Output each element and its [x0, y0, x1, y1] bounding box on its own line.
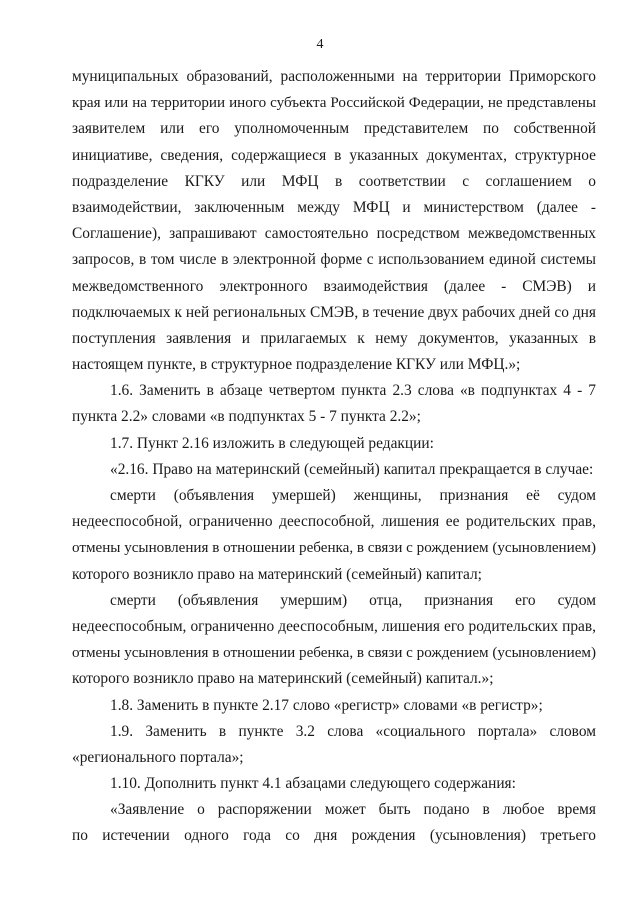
text-line: пункта 2.2» словами «в подпунктах 5 - 7 пункта 2.2»; — [72, 408, 421, 426]
text-line: отмены усыновления в отношении ребенка, в связи с рождением (усыновлением) — [72, 540, 596, 557]
text-line: заявителем или его уполномоченным представителем по собственной — [72, 120, 596, 138]
text-line: поступления заявления и прилагаемых к нему документов, указанных в — [72, 329, 596, 347]
text-line: 1.10. Дополнить пункт 4.1 абзацами следующего содержания: — [110, 775, 516, 793]
text-line: смерти (объявления умершей) женщины, признания её судом — [110, 487, 596, 504]
text-line: которого возникло право на материнский (семейный) капитал; — [72, 565, 482, 583]
text-line: «регионального портала»; — [72, 748, 244, 766]
text-line: межведомственного электронного взаимодействия (далее - СМЭВ) и — [72, 277, 596, 295]
text-line: отмены усыновления в отношении ребенка, в связи с рождением (усыновлением) — [72, 645, 596, 662]
text-line: муниципальных образований, расположенными на территории Приморского — [72, 68, 596, 85]
text-line: которого возникло право на материнский (семейный) капитал.»; — [72, 670, 494, 688]
text-line: 1.6. Заменить в абзаце четвертом пункта 2.3 слова «в подпунктах 4 - 7 — [110, 382, 596, 400]
text-line: подразделение КГКУ или МФЦ в соответствии с соглашением о — [72, 172, 596, 190]
text-line: 1.8. Заменить в пункте 2.17 слово «регистр» словами «в регистр»; — [110, 696, 543, 714]
text-line: смерти (объявления умершим) отца, признания его судом — [110, 591, 596, 609]
text-line: недееспособным, ограниченно дееспособным, лишения его родительских прав, — [72, 617, 596, 635]
text-line: инициативе, сведения, содержащиеся в указанных документах, структурное — [72, 146, 596, 164]
text-line: по истечении одного года со дня рождения (усыновления) третьего — [72, 827, 596, 845]
text-line: взаимодействии, заключенным между МФЦ и министерством (далее - — [72, 198, 596, 216]
text-line: подключаемых к ней региональных СМЭВ, в течение двух рабочих дней со дня — [72, 303, 596, 321]
text-line: «Заявление о распоряжении может быть подано в любое время — [110, 801, 596, 819]
text-line: 1.9. Заменить в пункте 3.2 слова «социального портала» словом — [110, 722, 596, 740]
text-line: края или на территории иного субъекта Российской Федерации, не представлены — [72, 95, 596, 112]
page-number: 4 — [316, 37, 324, 52]
text-line: Соглашение), запрашивают самостоятельно посредством межведомственных — [72, 225, 596, 243]
text-line: «2.16. Право на материнский (семейный) капитал прекращается в случае: — [110, 460, 594, 478]
text-line: 1.7. Пункт 2.16 изложить в следующей редакции: — [110, 434, 434, 452]
text-line: запросов, в том числе в электронной форме с использованием единой системы — [72, 251, 596, 269]
document-body — [72, 64, 596, 850]
text-line: настоящем пункте, в структурное подразделение КГКУ или МФЦ.»; — [72, 356, 521, 374]
text-line: недееспособной, ограниченно дееспособной, лишения ее родительских прав, — [72, 513, 596, 531]
